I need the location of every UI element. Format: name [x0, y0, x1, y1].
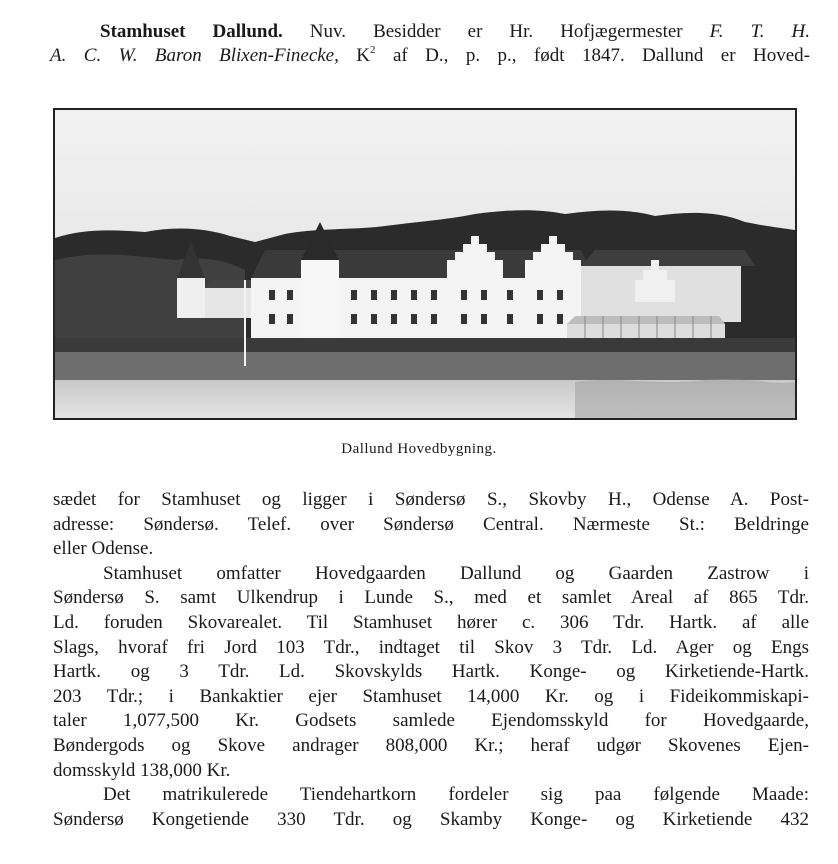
intro-line-2	[50, 44, 810, 68]
body-line: adresse: Søndersø. Telef. over Søndersø Central. Nærmeste St.: Beldringe	[53, 513, 809, 535]
body-line: Søndersø S. samt Ulkendrup i Lunde S., med et samlet Areal af 865 Tdr.	[53, 587, 809, 609]
body-paragraph	[53, 488, 809, 832]
owner-name: A. C. W. Baron Blixen-Finecke,	[50, 45, 339, 66]
body-line: 203 Tdr.; i Bankaktier ejer Stamhuset 14,000 Kr. og i Fideikommiskapi-	[53, 685, 809, 707]
body-line: Ld. foruden Skovarealet. Til Stamhuset hører c. 306 Tdr. Hartk. af alle	[53, 611, 809, 633]
body-line: sædet for Stamhuset og ligger i Søndersø S., Skovby H., Odense A. Post-	[53, 489, 809, 510]
order-text: K	[338, 45, 371, 66]
body-line: domsskyld 138,000 Kr.	[53, 759, 231, 781]
photo-illustration	[55, 110, 795, 418]
body-line: Søndersø Kongetiende 330 Tdr. og Skamby Konge- og Kirketiende 432	[53, 808, 809, 830]
hedge	[55, 338, 795, 352]
intro-text-2: af D., p. p., født 1847. Dallund er Hoved-	[375, 45, 810, 66]
body-line: Stamhuset omfatter Hovedgaarden Dallund og Gaarden Zastrow i	[103, 562, 809, 584]
intro-paragraph	[50, 20, 810, 68]
lawn	[55, 352, 795, 380]
order-superscript: 2	[370, 43, 376, 56]
reflection	[575, 379, 795, 418]
owner-initials: F. T. H.	[709, 21, 810, 42]
entry-heading: Stamhuset Dallund.	[100, 21, 283, 42]
manor-house-photograph	[53, 108, 797, 420]
body-line: Det matrikulerede Tiendehartkorn fordeler sig paa følgende Maade:	[103, 784, 809, 806]
photo-caption: Dallund Hovedbygning.	[341, 441, 497, 457]
intro-line-1	[50, 20, 810, 44]
body-line: Hartk. og 3 Tdr. Ld. Skovskylds Hartk. Konge- og Kirketiende-Hartk.	[53, 661, 809, 683]
intro-text: Nuv. Besidder er Hr. Hofjægermester	[282, 21, 710, 42]
body-line: Slags, hvoraf fri Jord 103 Tdr., indtaget til Skov 3 Tdr. Ld. Ager og Engs	[53, 636, 809, 658]
right-wing	[581, 250, 755, 322]
body-line: Bøndergods og Skove andrager 808,000 Kr.; heraf udgør Skovenes Ejen-	[53, 734, 809, 756]
body-line: eller Odense.	[53, 538, 154, 560]
body-line: taler 1,077,500 Kr. Godsets samlede Ejendomsskyld for Hovedgaarde,	[53, 710, 809, 732]
